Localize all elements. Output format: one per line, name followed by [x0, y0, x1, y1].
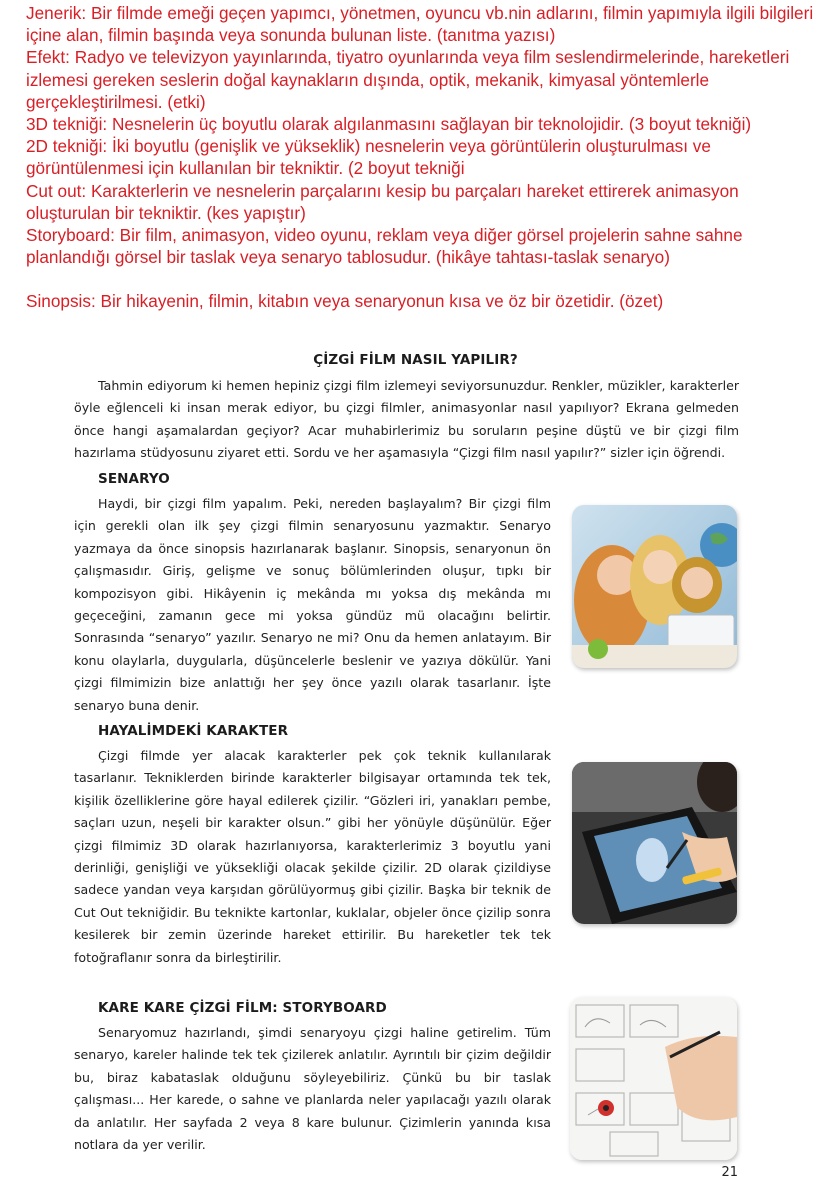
- definitions-notes: [26, 2, 826, 313]
- section-body-storyboard: Senaryomuz hazırlandı, şimdi senaryoyu çizgi haline getirelim. Tüm senaryo, kareler halinde tek tek çizilerek anlatılır. Ayrıntılı bir çizim değildir bu, biraz kabataslak olduğunu söyleyebiliriz. Çünkü bu bir taslak çalışması... Her karede, o sahne ve planlarda neler yapılacağı yazılı olarak da anlatılır. Her sayfada 2 veya 8 kare bulunur. Çizimlerin yanında kısa notlara da yer verilir.: [74, 1025, 551, 1153]
- note-line: Cut out: Karakterlerin ve nesnelerin parçalarını kesip bu parçaları hareket ettirerek animasyon: [26, 180, 739, 201]
- article-title: ÇİZGİ FİLM NASIL YAPILIR?: [313, 352, 518, 368]
- note-line: planlandığı görsel bir taslak veya senaryo tablosudur. (hikâye tahtası-taslak senaryo): [26, 247, 670, 268]
- drawing-tablet-photo: [572, 762, 737, 924]
- note-gap: [26, 268, 826, 290]
- section-heading-karakter: HAYALİMDEKİ KARAKTER: [98, 723, 289, 739]
- note-line: 2D tekniği: İki boyutlu (genişlik ve yükseklik) nesnelerin veya görüntülerin oluşturulması ve: [26, 136, 711, 157]
- note-line: içine alan, filmin başında veya sonunda bulunan liste. (tanıtma yazısı): [26, 25, 556, 46]
- section-heading-senaryo: SENARYO: [98, 471, 170, 487]
- note-line: izlemesi gereken seslerin doğal kaynakların dışında, optik, mekanik, kimyasal yöntemlerle: [26, 69, 710, 90]
- children-tablet-photo: [572, 505, 737, 668]
- note-line: Storyboard: Bir film, animasyon, video oyunu, reklam veya diğer görsel projelerin sahne sahne: [26, 225, 743, 246]
- note-line: Jenerik: Bir filmde emeği geçen yapımcı, yönetmen, oyuncu vb.nin adlarını, filmin yapımıyla ilgili bilgileri: [26, 3, 814, 23]
- section-heading-storyboard: KARE KARE ÇİZGİ FİLM: STORYBOARD: [98, 1000, 387, 1016]
- page-number: 21: [721, 1165, 738, 1180]
- note-line: görüntülenmesi için kullanılan bir tekniktir. (2 boyut tekniği: [26, 158, 465, 179]
- section-body-senaryo: Haydi, bir çizgi film yapalım. Peki, nereden başlayalım? Bir çizgi film için gerekli olan ilk şey çizgi filmin senaryosunu yazmaktır. Senaryo yazmaya da önce sinopsis hazırlanarak başlanır. Sinopsis, senaryonun ön çalışmasıdır. Giriş, gelişme ve sonuç bölümlerinden oluşur, tıpkı bir kompozisyon gibi. Hikâyenin iç mekânda mı yoksa dış mekânda mı geçeceğini, zamanın gece mi yoksa gündüz mü olacağını belirtir. Sonrasında “senaryo” yazılır. Senaryo ne mi? Onu da hemen anlatayım. Bir konu olaylarla, duygularla, düşüncelerle beslenir ve yazıya dökülür. Yani çizgi filmimizin bize anlattığı her şey önce yazılı olarak tasarlanır. İşte senaryo buna denir.: [74, 496, 551, 713]
- note-line: Sinopsis: Bir hikayenin, filmin, kitabın veya senaryonun kısa ve öz bir özetidir. (özet): [26, 291, 664, 312]
- intro-paragraph: Tahmin ediyorum ki hemen hepiniz çizgi film izlemeyi seviyorsunuzdur. Renkler, müzikler, karakterler öyle eğlenceli ki insan merak ediyor, bu çizgi filmler, animasyonlar nasıl yapılıyor? Ekrana gelmeden önce hangi aşamalardan geçiyor? Acar muhabirlerimiz bu soruların peşine düştü ve bir çizgi film hazırlama stüdyosunu ziyaret etti. Sordu ve her aşamasıyla “Çizgi film nasıl yapılır?” sizler için öğrendi.: [74, 378, 739, 461]
- note-line: gerçekleştirilmesi. (etki): [26, 91, 206, 112]
- section-body-karakter: Çizgi filmde yer alacak karakterler pek çok teknik kullanılarak tasarlanır. Tekniklerden birinde karakterler bilgisayar ortamında tek tek, kişilik özelliklerine göre hayal edilerek çizilir. “Gözleri iri, yanakları pembe, saçları uzun, neşeli bir karakter olsun.” gibi her yönüyle düşünülür. Eğer çizgi filmimiz 3D olarak hazırlanıyorsa, karakterlerimiz 3 boyutlu yani derinliği, genişliği ve yüksekliği olacak şekilde çizilir. 2D olarak çizildiyse sadece yandan veya karşıdan görülüyormuş gibi çizilir. Başka bir teknik de Cut Out tekniğidir. Bu teknikte kartonlar, kuklalar, objeler önce çizilip sonra kesilerek bir zemin üzerinde hareket ettirilir. Bu hareketler tek tek fotoğraflanır sonra da birleştirilir.: [74, 748, 551, 965]
- note-line: 3D tekniği: Nesnelerin üç boyutlu olarak algılanmasını sağlayan bir teknolojidir. (3 boyut tekniği): [26, 114, 752, 135]
- note-line: oluşturulan bir tekniktir. (kes yapıştır): [26, 202, 306, 223]
- note-line: Efekt: Radyo ve televizyon yayınlarında, tiyatro oyunlarında veya film seslendirmelerinde, hareketleri: [26, 47, 790, 68]
- storyboard-sketch-photo: [570, 997, 737, 1160]
